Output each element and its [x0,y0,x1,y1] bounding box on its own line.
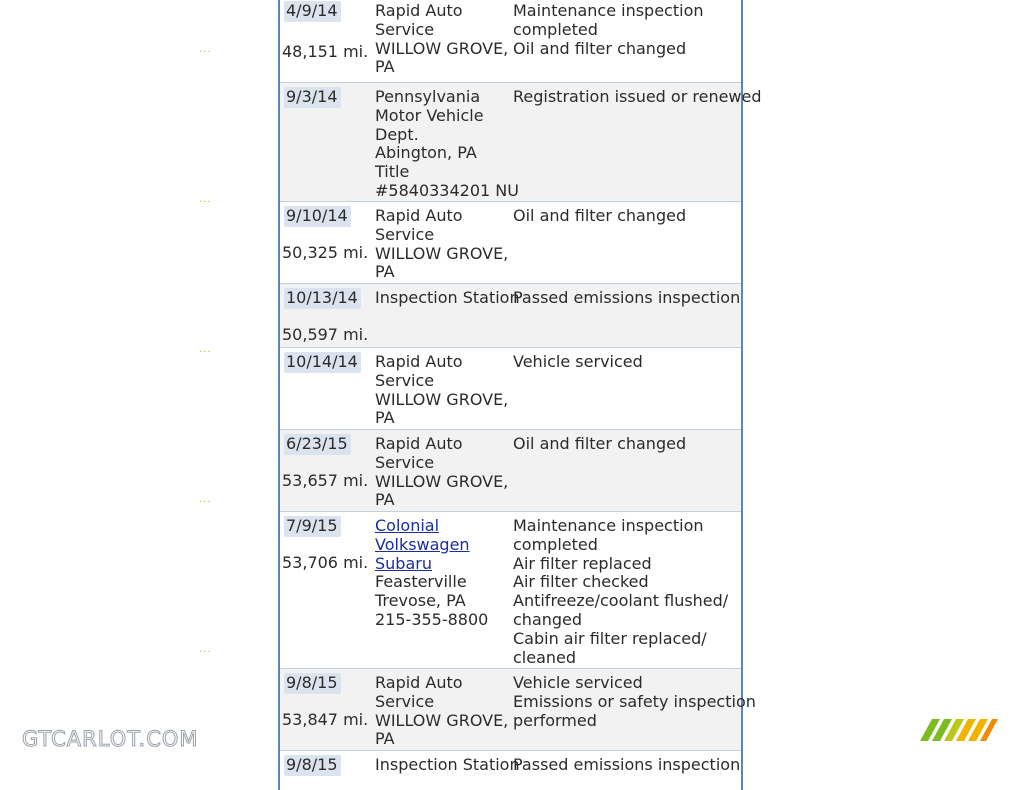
record-source [375,2,510,77]
source-link[interactable]: Subaru [375,553,432,573]
vehicle-history-table [278,0,762,790]
source-line: 215-355-8800 [375,609,489,629]
record-date: 6/23/15 [284,434,351,455]
separator-dots: ... [199,344,212,355]
separator-dots: ... [199,644,212,655]
record-source [375,674,510,749]
source-line: Service [375,19,435,39]
record-date: 10/13/14 [284,288,361,309]
comment-line: Vehicle serviced [513,673,643,692]
record-comments [513,435,741,454]
history-record-row [280,750,741,790]
source-line: PA [375,57,395,77]
source-line: WILLOW GROVE, [375,471,509,491]
record-source [375,288,520,308]
record-comments [513,353,741,372]
comment-line: Emissions or safety inspection [513,691,756,711]
record-date: 9/8/15 [284,673,341,694]
record-mileage: 53,706 mi. [282,553,369,572]
record-date: 4/9/14 [284,1,341,22]
source-line: Rapid Auto [375,434,463,453]
record-comments [513,2,741,58]
racing-stripes-logo-icon [920,719,998,741]
record-date: 9/10/14 [284,206,351,227]
source-line: Inspection Station [375,755,520,774]
history-record-row [280,82,762,201]
source-line: Service [375,370,435,390]
record-mileage: 53,657 mi. [282,471,369,490]
source-line: PA [375,262,395,282]
record-comments [513,207,741,226]
record-source [375,755,520,775]
separator-dots: ... [199,194,212,205]
record-source [375,435,510,510]
source-line: Rapid Auto [375,673,463,692]
comment-line: changed [513,609,583,629]
record-date: 9/3/14 [284,87,341,108]
record-date: 7/9/15 [284,516,341,537]
comment-line: Registration issued or renewed [513,87,762,106]
source-link[interactable]: Volkswagen [375,534,470,554]
separator-dots: ... [199,44,212,55]
comment-line: Cabin air filter replaced/ [513,628,707,648]
source-line: Motor Vehicle [375,105,484,125]
record-comments [513,87,762,107]
record-source [375,207,510,282]
comment-line: completed [513,534,598,554]
gtcarlot-watermark: GTCARLOT.COM [22,727,199,751]
comment-line: Passed emissions inspection [513,755,741,774]
history-record-row [280,429,741,511]
source-line: WILLOW GROVE, [375,243,509,263]
history-record-row [280,283,741,347]
source-line: Feasterville [375,572,467,592]
source-line: PA [375,408,395,428]
record-comments [513,673,756,730]
record-source [375,353,510,428]
source-line: Service [375,691,435,711]
source-line: Pennsylvania [375,87,481,106]
record-comments [513,289,741,308]
history-record-row [280,0,741,82]
source-line: WILLOW GROVE, [375,38,509,58]
comment-line: Antifreeze/coolant flushed/ [513,591,729,611]
source-line: PA [375,490,395,510]
source-line: WILLOW GROVE, [375,710,509,730]
source-line: Service [375,452,435,472]
record-source [375,517,510,630]
source-line: Rapid Auto [375,206,463,225]
history-record-row [280,668,756,750]
record-mileage: 50,597 mi. [282,325,369,344]
source-link[interactable]: Colonial [375,516,440,535]
source-line: Inspection Station [375,288,520,307]
record-mileage: 50,325 mi. [282,243,369,262]
history-record-row [280,511,741,668]
record-mileage: 48,151 mi. [282,42,369,61]
comment-line: Passed emissions inspection [513,288,741,307]
source-line: #5840334201 NU [375,180,519,200]
source-line: Title [375,162,410,182]
record-comments [513,517,741,667]
record-date: 9/8/15 [284,755,341,776]
comment-line: Maintenance inspection [513,516,704,535]
source-line: Service [375,224,435,244]
source-line: Trevose, PA [375,591,466,611]
source-line: PA [375,729,395,749]
record-mileage: 53,847 mi. [282,710,369,729]
separator-dots: ... [199,494,212,505]
comment-line: Maintenance inspection [513,1,704,20]
source-line: Rapid Auto [375,1,463,20]
source-line: WILLOW GROVE, [375,389,509,409]
record-date: 10/14/14 [284,352,361,373]
source-line: Rapid Auto [375,352,463,371]
record-comments [513,756,741,775]
comment-line: Oil and filter changed [513,38,687,58]
comment-line: cleaned [513,647,577,667]
comment-line: performed [513,710,597,730]
comment-line: Oil and filter changed [513,206,687,225]
record-source [375,87,519,201]
history-record-row [280,347,741,429]
comment-line: Oil and filter changed [513,434,687,453]
comment-line: Air filter replaced [513,553,652,573]
comment-line: completed [513,19,598,39]
history-record-row [280,201,741,283]
source-line: Abington, PA [375,143,477,163]
comment-line: Air filter checked [513,572,649,592]
comment-line: Vehicle serviced [513,352,643,371]
source-line: Dept. [375,124,419,144]
